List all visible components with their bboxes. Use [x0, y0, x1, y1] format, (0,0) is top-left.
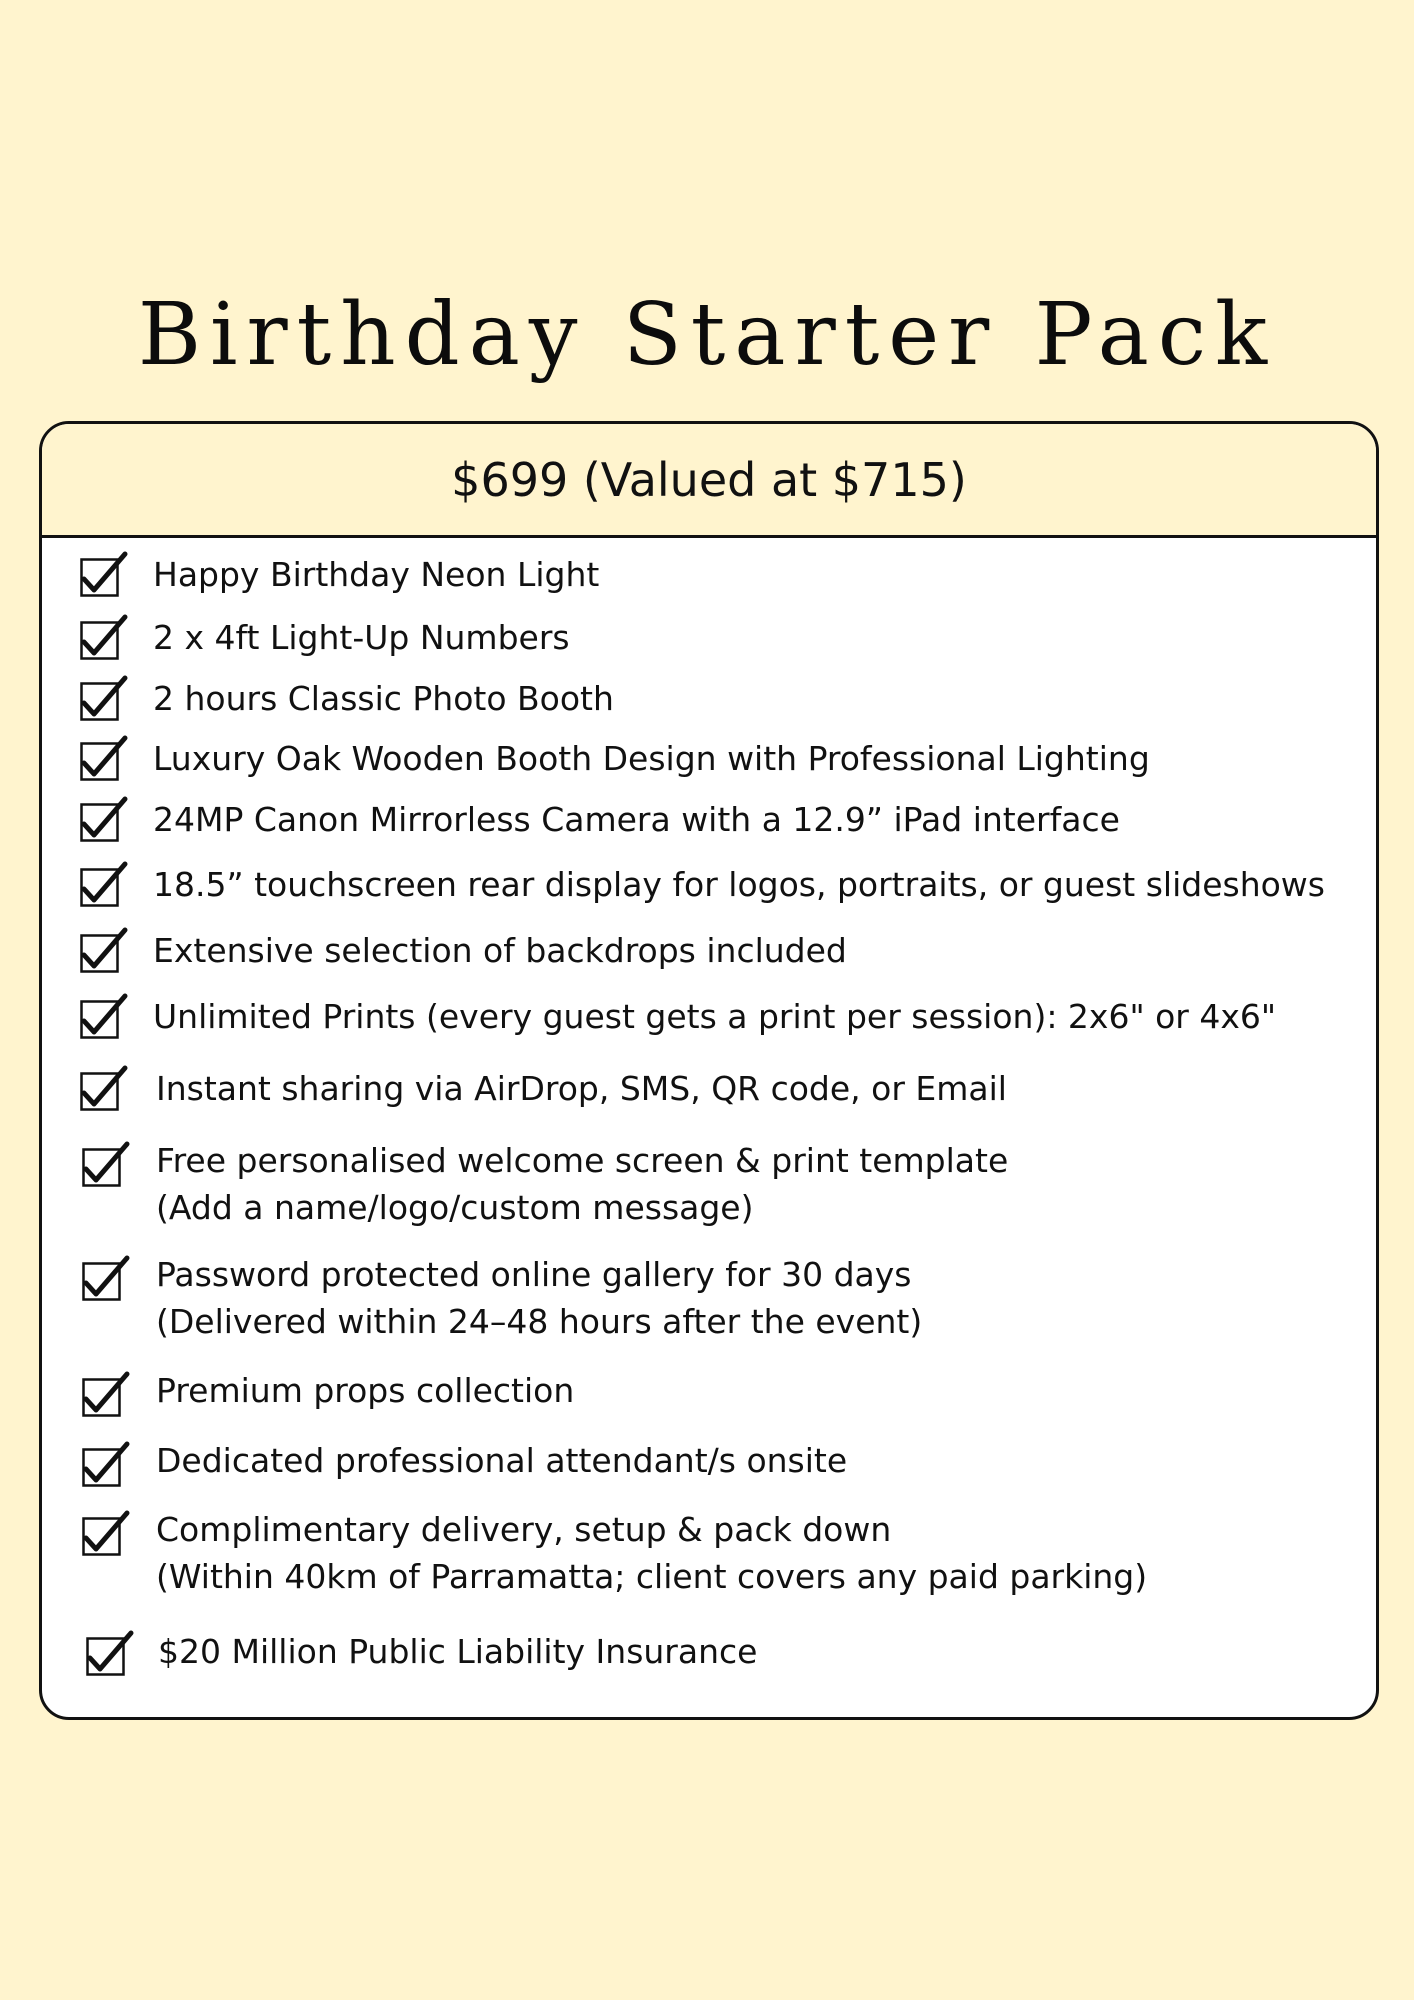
feature-label: Complimentary delivery, setup & pack down	[156, 1510, 892, 1549]
feature-label: 2 hours Classic Photo Booth	[153, 679, 614, 718]
feature-label: Extensive selection of backdrops included	[153, 931, 847, 970]
feature-label: $20 Million Public Liability Insurance	[158, 1632, 758, 1671]
checkbox-checked-icon	[80, 558, 120, 598]
checkbox-checked-icon	[80, 682, 120, 722]
checkbox-checked-icon	[82, 1148, 122, 1188]
feature-sublabel: (Within 40km of Parramatta; client covers any paid parking)	[156, 1557, 1148, 1596]
checkbox-checked-icon	[82, 1448, 122, 1488]
checkbox-checked-icon	[80, 868, 120, 908]
price-banner: $699 (Valued at $715)	[42, 424, 1376, 538]
feature-label: Dedicated professional attendant/s onsite	[156, 1441, 848, 1480]
checkbox-checked-icon	[80, 1072, 120, 1112]
checkbox-checked-icon	[86, 1637, 126, 1677]
feature-label: Instant sharing via AirDrop, SMS, QR code, or Email	[156, 1069, 1007, 1108]
checkbox-checked-icon	[82, 1262, 122, 1302]
feature-label: Luxury Oak Wooden Booth Design with Professional Lighting	[153, 739, 1150, 778]
checkbox-checked-icon	[82, 1378, 122, 1418]
checkbox-checked-icon	[80, 742, 120, 782]
checkbox-checked-icon	[80, 1000, 120, 1040]
checkbox-checked-icon	[80, 803, 120, 843]
feature-label: Free personalised welcome screen & print template	[156, 1141, 1009, 1180]
package-card	[39, 421, 1379, 1720]
feature-label: 2 x 4ft Light-Up Numbers	[153, 618, 570, 657]
feature-label: 24MP Canon Mirrorless Camera with a 12.9” iPad interface	[153, 800, 1120, 839]
feature-label: 18.5” touchscreen rear display for logos, portraits, or guest slideshows	[153, 865, 1325, 904]
feature-label: Premium props collection	[156, 1371, 575, 1410]
feature-sublabel: (Delivered within 24–48 hours after the event)	[156, 1302, 923, 1341]
feature-sublabel: (Add a name/logo/custom message)	[156, 1188, 754, 1227]
feature-label: Password protected online gallery for 30 days	[156, 1255, 912, 1294]
checkbox-checked-icon	[80, 934, 120, 974]
page-title: Birthday Starter Pack	[137, 285, 1277, 385]
checkbox-checked-icon	[82, 1517, 122, 1557]
feature-label: Happy Birthday Neon Light	[153, 555, 600, 594]
checkbox-checked-icon	[80, 621, 120, 661]
feature-label: Unlimited Prints (every guest gets a print per session): 2x6" or 4x6"	[153, 997, 1277, 1036]
